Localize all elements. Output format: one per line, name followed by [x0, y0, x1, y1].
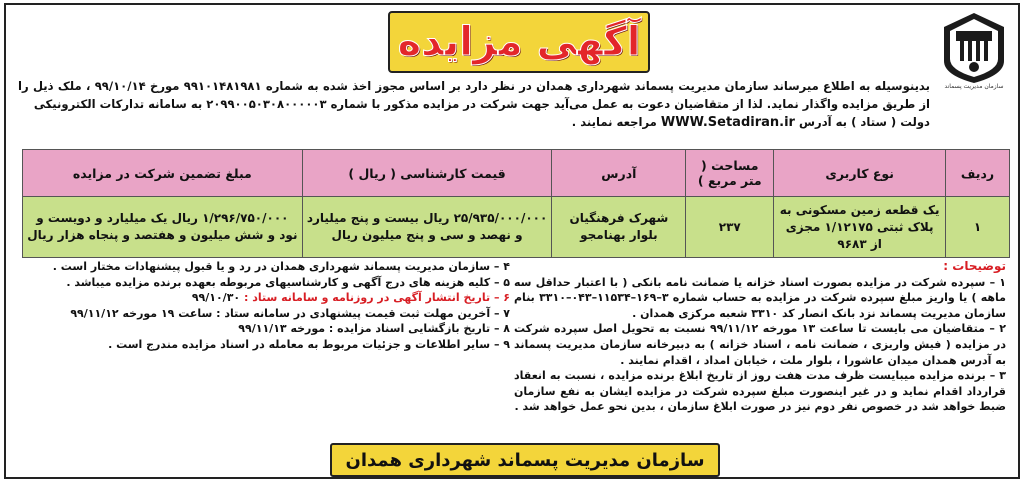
setad-url-link[interactable]: WWW.Setadiran.ir: [660, 115, 795, 130]
note-6-label: ۶ – تاریخ انتشار آگهی در روزنامه و سامانه ستاد :: [243, 291, 510, 305]
cell-guarantee: ۱/۲۹۶/۷۵۰/۰۰۰ ریال یک میلیارد و دویست و نود و شش میلیون و هفتصد و پنجاه هزار ریال: [23, 197, 303, 258]
intro-line-2: [18, 113, 930, 132]
cell-usage: یک قطعه زمین مسکونی به پلاک ثبتی ۱/۱۲۱۷۵ مجزی از ۹۶۸۳: [774, 197, 946, 258]
notice-title: آگهی مزایده: [397, 19, 641, 65]
footer-organization: سازمان مدیریت پسماند شهرداری همدان: [345, 449, 705, 471]
note-2: ۲ – متقاضیان می بایست تا ساعت ۱۳ مورخه ۹۹/۱۱/۱۲ نسبت به تحویل اصل سپرده شرکت در مزایده ( فیش واریزی ، ضمانت نامه ، اسناد خزانه ) به دبیرخانه سازمان مدیریت پسماند به آدرس همدان میدان عاشورا ، بلوار ملت ، خیابان امداد ، اقدام نمایند .: [514, 322, 1006, 367]
table-row: [23, 197, 1010, 258]
intro-paragraph: [18, 77, 930, 132]
header-usage: نوع کاربری: [774, 150, 946, 197]
intro-line-1: بدینوسیله به اطلاع میرساند سازمان مدیریت پسماند شهرداری همدان در نظر دارد بر اساس مجوز اخذ شده به شماره ۹۹۱۰۱۴۸۱۹۸۱ مورخ ۹۹/۱۰/۱۴ ، ملک ذیل را از طریق مزایده واگذار نماید. لذا از متقاضیان دعوت به عمل می‌آید جهت شرکت در مزایده مذکور با شماره ۲۰۹۹۰۰۵۰۳۰۸۰۰۰۰۰۳ به سامانه تدارکات الکترونیکی: [18, 79, 930, 111]
footer-banner: [330, 443, 720, 477]
header-address: آدرس: [552, 150, 686, 197]
logo-emblem-icon: [938, 11, 1010, 85]
note-3: ۳ – برنده مزایده میبایست ظرف مدت هفت روز از تاریخ ابلاغ برنده مزایده ، نسبت به انعقاد قرارداد اقدام نماید و در غیر اینصورت مبلغ سپرده شرکت در مزایده ایشان به نفع سازمان ضبط خواهد شد در خصوص نفر دوم نیز در صورت ابلاغ سازمان ، بدین نحو عمل خواهد شد .: [514, 369, 1006, 414]
title-banner: [388, 11, 650, 73]
header-area: مساحت ( متر مربع ): [686, 150, 774, 197]
organization-logo: [938, 11, 1010, 85]
notes-left-column: [18, 259, 510, 353]
notes-right-column: [514, 259, 1006, 415]
header-index: ردیف: [946, 150, 1010, 197]
header-price: قیمت کارشناسی ( ریال ): [302, 150, 552, 197]
logo-caption: سازمان مدیریت پسماند: [944, 83, 1004, 90]
note-5: ۵ – کلیه هزینه های درج آگهی و کارشناسیهای مربوطه بعهده برنده مزایده میباشد .: [66, 275, 510, 289]
cell-area: ۲۳۷: [686, 197, 774, 258]
property-table: [22, 149, 1010, 258]
note-9: ۹ – سایر اطلاعات و جزئیات مربوط به معامله در اسناد مزایده مندرج است .: [108, 337, 510, 351]
note-6: [18, 290, 510, 306]
note-6-value: ۹۹/۱۰/۳۰: [191, 291, 241, 305]
cell-index: ۱: [946, 197, 1010, 258]
note-1: ۱ – سپرده شرکت در مزایده بصورت اسناد خزانه یا ضمانت نامه بانکی ( با اعتبار حداقل سه ماهه ) یا واریز مبلغ سپرده شرکت در مزایده به حساب شماره ۳–۱۶۹–۱۱۵۳۴–۰۴۳–۳۳۱۰ بنام سازمان مدیریت پسماند نزد بانک انصار کد ۳۳۱۰ شعبه مرکزی همدان .: [514, 275, 1006, 320]
note-4: ۴ – سازمان مدیریت پسماند شهرداری همدان در رد و یا قبول پیشنهادات مختار است .: [52, 260, 510, 273]
notes-section: [18, 259, 1006, 435]
note-8: ۸ – تاریخ بازگشایی اسناد مزایده : مورخه ۹۹/۱۱/۱۳: [238, 322, 510, 336]
auction-notice: [4, 3, 1020, 479]
table-header-row: [23, 150, 1010, 197]
notes-heading: توضیحات :: [943, 259, 1006, 273]
cell-address: شهرک فرهنگیان بلوار بهنامجو: [552, 197, 686, 258]
note-7: ۷ – آخرین مهلت ثبت قیمت پیشنهادی در سامانه ستاد : ساعت ۱۹ مورخه ۹۹/۱۱/۱۲: [70, 306, 510, 320]
intro-line-2a: دولت ( ستاد ) به آدرس: [799, 115, 930, 129]
cell-price: ۲۵/۹۳۵/۰۰۰/۰۰۰ ریال بیست و پنج میلیارد و نهصد و سی و پنج میلیون ریال: [302, 197, 552, 258]
intro-line-2b: مراجعه نمایند .: [571, 115, 657, 129]
header-guarantee: مبلغ تضمین شرکت در مزایده: [23, 150, 303, 197]
